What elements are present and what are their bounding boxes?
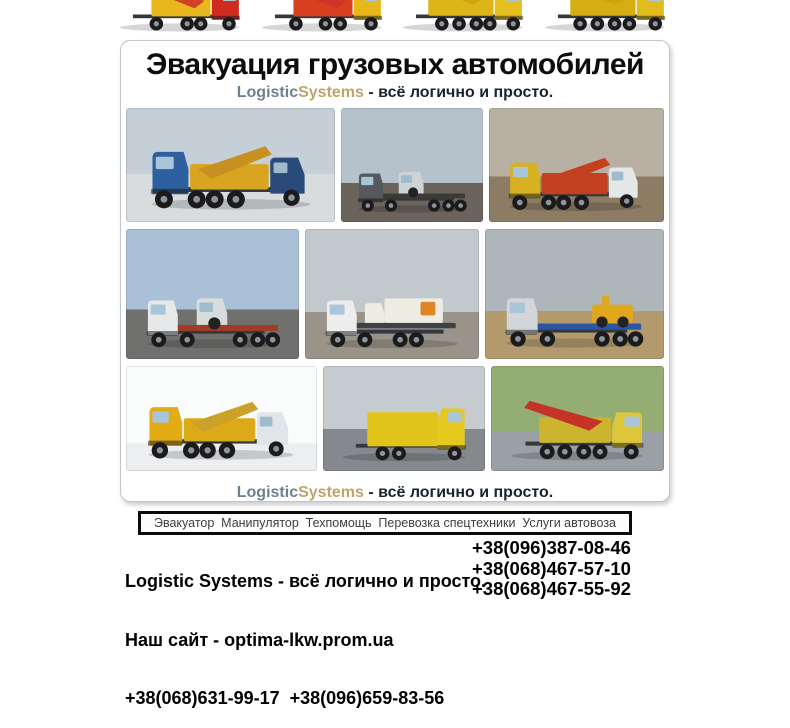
photo-man-truck-carrying-yellow-loader (485, 229, 664, 359)
category-menu (138, 511, 632, 535)
photo-silver-man-cab-on-flatbed (341, 108, 482, 222)
brand-tagline-bottom (124, 483, 666, 503)
brand-logistic: Logistic (236, 84, 299, 101)
photo-row-2 (126, 229, 664, 359)
menu-item-special-transport[interactable]: Перевозка спецтехники (378, 516, 516, 530)
menu-item-car-carrier[interactable]: Услуги автовоза (522, 516, 616, 530)
toy-yellow-rotator-truck (537, 0, 673, 40)
top-strip (112, 0, 672, 40)
page-title: Эвакуация грузовых автомобилей (146, 48, 644, 81)
photo-winter-blue-tow-truck-towing (126, 108, 335, 222)
menu-item-evacuator[interactable]: Эвакуатор (154, 516, 215, 530)
photo-row-3 (126, 366, 664, 471)
photo-red-tow-truck-lifting-white-truck (489, 108, 664, 222)
toy-yellow-red-sliding-flatbed-truck (254, 0, 390, 40)
main-panel (120, 40, 670, 502)
brand-systems: Systems (298, 484, 364, 501)
footer-left (125, 533, 486, 728)
footer-tagline: Logistic Systems - всё логично и просто. (125, 571, 487, 591)
brand-slogan: - всё логично и просто. (363, 484, 554, 501)
toy-yellow-man-tow-truck (395, 0, 531, 40)
photo-row-1 (126, 108, 664, 222)
menu-item-tech-help[interactable]: Техпомощь (305, 516, 372, 530)
brand-slogan: - всё логично и просто. (363, 84, 554, 101)
menu-item-manipulator[interactable]: Манипулятор (221, 516, 299, 530)
brand-systems: Systems (298, 84, 364, 101)
photo-yellow-volvo-towing-damaged-truck (126, 366, 317, 471)
footer-right (472, 538, 631, 600)
footer-phones-line: +38(068)631-99-17 +38(096)659-83-56 (125, 688, 445, 708)
footer-site-line: Наш сайт - optima-lkw.prom.ua (125, 629, 394, 650)
brand-logistic: Logistic (236, 484, 299, 501)
photo-white-tractor-on-red-trailer (126, 229, 299, 359)
brand-tagline-top (124, 83, 666, 103)
photo-white-tow-truck-carrying-box-truck (305, 229, 478, 359)
footer-phone-3: +38(068)467-55-92 (472, 578, 631, 599)
footer-phone-1: +38(096)387-08-46 (472, 537, 631, 558)
toy-red-yellow-tow-truck (112, 0, 248, 40)
photo-yellow-magnum-tow-truck-parking (323, 366, 485, 471)
photo-yellow-red-rotator-roadside (491, 366, 664, 471)
footer-phone-2: +38(068)467-57-10 (472, 557, 631, 579)
